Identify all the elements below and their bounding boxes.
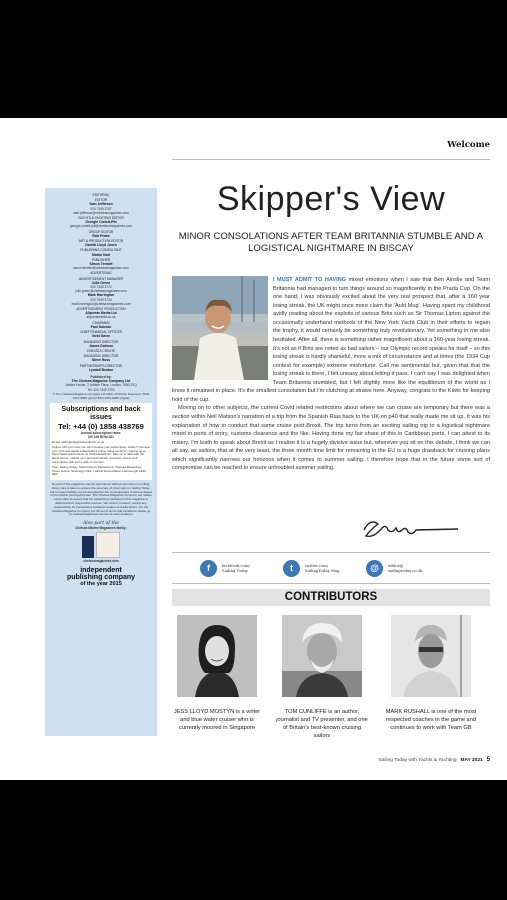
- award-line-3: of the year 2015: [80, 580, 122, 587]
- staff-entry: [50, 193, 152, 197]
- lead-in: I MUST ADMIT TO HAVING: [273, 277, 347, 283]
- staff-name: Georgie Corlett-Pitt: [85, 220, 117, 225]
- staff-role: PUBLISHER: [91, 257, 111, 262]
- social-email-line2: sailingtoday.co.uk: [388, 568, 423, 573]
- staff-name: Lyndall Beaton: [88, 367, 114, 372]
- staff-role: MANAGING DIRECTOR: [83, 339, 119, 344]
- subscriptions-box: [50, 403, 152, 480]
- staff-entry: [50, 239, 152, 247]
- publisher-address: Jubilee House, 2 Jubilee Place, London, SW3 3TQ: [65, 383, 137, 388]
- subscriptions-phone: Tel: +44 (0) 1858 438769: [58, 421, 144, 431]
- staff-entry: [50, 230, 152, 238]
- publisher-name: The Chelsea Magazine Company Ltd: [71, 379, 131, 384]
- article-body: [172, 276, 490, 473]
- social-facebook-line1: facebook.com/: [222, 563, 250, 568]
- staff-contact: simon.temlett@chelseamagazines.com: [73, 266, 129, 271]
- staff-name: Vicki Gavin: [91, 334, 111, 339]
- staff-contact: julie.green@chelseamagazines.com: [75, 289, 127, 294]
- contributor-name-1: JESS LLOYD MOSTYN: [173, 709, 235, 715]
- staff-contact: georgie.corlett-pitt@chelseamagazines.com: [69, 224, 133, 229]
- twitter-icon: t: [283, 560, 300, 577]
- page-title: Skipper's View: [216, 180, 446, 218]
- paragraph-1-text: mixed emotions when I saw that Ben Ainslie and Team Britannia had managed to turn things around so magnificently in the Prada Cup. On the one hand, I was obviously excited about the very real prospect that, after a 160 year losing streak, the UK might once more claim the 'Auld Mug'. Having spent my childhood avidly reading about the exploits of various Brits such as Sir Thomas Lipton against the occasionally underhand methods of the New York Yacht Club in their efforts to regain the trophy, it would certainly be something truly revolutionary. Yet something in me also hesitated. After all, there is something rather magnificent about a 160-year losing streak. It's not as if Brits are noted as bad sailors – our Olympic record speaks for itself – so this losing streak is hardly shameful, more a mix of circumstance and at times (the 1934 Cup contest for example) extreme misfortune. Call me sentimental but, given that that the losing streak is there, I felt uneasy about letting it pass. I can't say I was delighted when Team Britannia stumbled, but I felt slightly more like the equilibrium of the world as I know it remained in place. It's the smallest consolation but I'm clutching at straws here. Anyway, congrats to the Kiwis for keeping hold of the cup.: [172, 277, 490, 403]
- staff-role: ADVERTISEMENT MANAGER: [79, 276, 123, 281]
- paragraph-2: Moving on to other subjects, the current Covid related restrictions about where we can cruise are temporary but there was a section within Neil Matson's narration of a trip from the Spanish Rias back to the UK on p40 that really made me sit up. It was his explanation of how to conduct that same cruise post Brexit. The trip turns from an exciting sailing trip to a logistical nightmare mired in ports of entry, customs clearance and the like. Having done my fair share of this in Caribbean ports, I can attest to its misery. I'm loath to speak about Brexit as I realise it is a hugely divisive issue but, wherever you sit on this debate, I think we can all say, as sailors, that at the very least, the three month time limit for remaining in the EU is a huge drawback for cruising plans which significantly narrows our horizons when it comes to summer sailing. I therefore hope that in the future some sort of compromise can be reached to ensure unhoubled summer sailing.: [172, 405, 490, 472]
- staff-entry: [50, 307, 152, 320]
- contributor-portrait-3: [391, 615, 471, 697]
- contributors-bar: [172, 589, 490, 606]
- staff-role: YACHTS & YACHTING EDITOR: [78, 216, 124, 221]
- staff-role: EDITOR: [95, 198, 107, 203]
- staff-role: CHIEF FINANCIAL OFFICER: [80, 330, 122, 335]
- publisher-tel: Tel: 020 7349 3700: [87, 387, 115, 392]
- social-twitter[interactable]: [283, 558, 340, 578]
- subscriptions-title: Subscriptions and back issues: [61, 406, 141, 421]
- social-twitter-line1: twitter.com/: [305, 563, 329, 568]
- staff-entry: [50, 330, 152, 338]
- staff-contact: sam.jefferson@chelseamagazines.com: [73, 210, 129, 215]
- copyright-notice: © The Chelsea Magazine Company Ltd 2020. All Rights Reserved. ISSN 1367-5869 (print) ISSN 2059-9285 (digital): [52, 391, 150, 400]
- staff-name: Steve Ross: [91, 358, 111, 363]
- subscriptions-post: Post: Sailing Today, Subscriptions Department, Chelsea Magazines, Tower House, Sovereign Park, Lathkill Street Market Harborough LE16 9EF: [52, 464, 147, 477]
- social-email-line1: editor@: [388, 563, 404, 568]
- published-by-label: Published by:: [90, 374, 112, 379]
- also-part-label: Also part of the: [82, 521, 119, 527]
- social-bottom-divider: [172, 583, 490, 584]
- masthead-sidebar: [45, 188, 157, 736]
- staff-role: ART & PRODUCTION EDITOR: [78, 239, 124, 244]
- contributor-caption-2: [276, 708, 368, 740]
- staff-name: Julie Green: [91, 280, 111, 285]
- page-footer: [379, 757, 490, 763]
- staff-contact: 020 7349 3722: [90, 285, 112, 290]
- page-number: 5: [486, 757, 490, 763]
- social-email[interactable]: [366, 558, 422, 578]
- standfirst: MINOR CONSOLATIONS AFTER TEAM BRITANNIA STUMBLE AND A LOGISTICAL NIGHTMARE IN BISCAY: [178, 231, 484, 254]
- staff-entry: [50, 211, 152, 215]
- staff-name: Sam Jefferson: [89, 202, 113, 207]
- staff-entry: [50, 271, 152, 275]
- staff-role: EDITORIAL: [92, 193, 110, 197]
- staff-entry: [50, 302, 152, 306]
- classic-boat-cover-image: [96, 532, 120, 558]
- contributor-photo-1: [177, 615, 257, 697]
- disclaimer: No part of this magazine may be reproduced without permission in writing. Every care is taken to ensure the accuracy of information in Sailing Today, but no responsibility can be accepted for the consequences of actions based on the advice portrayed herein. The Chelsea Magazine Company Ltd makes every effort to ensure that the advertising contained in this magazine is delivered from responsible sources. We cannot, however, accept any responsibility for transactions between readers and advertisers. For the Chelsea Magazine Company Ltd full set of terms and conditions please go to chelseamagazines.com/terms-and-conditions: [50, 482, 152, 517]
- staff-role: PARTNERSHIPS DIRECTOR: [80, 363, 122, 368]
- family-site: chelseamagazines.com: [83, 559, 119, 564]
- staff-name: James Dobson: [88, 343, 114, 348]
- staff-role: PUBLISHING CONSULTANT: [80, 248, 122, 253]
- staff-entry: [50, 216, 152, 229]
- contributor-caption-1: [171, 708, 263, 732]
- photo-float-spacer: [172, 276, 273, 382]
- staff-contact: mark.harrington@chelseamagazines.com: [71, 301, 131, 306]
- staff-list: [50, 193, 152, 372]
- staff-contact: 020 7349 3787: [90, 206, 112, 211]
- contributor-photo-2: [282, 615, 362, 697]
- contributor-name-3: MARK RUSHALL: [385, 709, 430, 715]
- email-icon: @: [366, 560, 383, 577]
- social-facebook-line2: Sailing Today: [222, 568, 248, 573]
- magazine-family-logos: [71, 532, 131, 558]
- facebook-icon: f: [200, 560, 217, 577]
- staff-role: GROUP EDITOR: [88, 229, 114, 234]
- section-label: Welcome: [447, 140, 490, 150]
- editor-signature: [360, 516, 460, 540]
- subscriptions-email: Email: sailingtoday@subscription.co.uk: [52, 439, 105, 444]
- staff-entry: [50, 258, 152, 271]
- subscription-rates-label: Annual subscription rates:: [80, 430, 122, 435]
- award-logo: [50, 567, 152, 588]
- staff-role: ADVERTISING: [90, 271, 112, 276]
- staff-contact: 020 7349 3734: [90, 297, 112, 302]
- staff-name: Martin Nott: [92, 252, 110, 257]
- social-top-divider: [172, 552, 490, 553]
- subscription-rates: UK £49 ROW £81: [88, 434, 114, 439]
- staff-entry: [50, 248, 152, 256]
- staff-entry: [50, 349, 152, 353]
- contributor-bio-3: is one of the most respected coaches in the game and continues to work with Team GB: [385, 709, 477, 731]
- top-divider: [172, 159, 490, 160]
- family-label: Chelsea Marine Magazines family:: [75, 526, 127, 531]
- staff-entry: [50, 321, 152, 329]
- staff-entry: [50, 293, 152, 301]
- contributors-heading: CONTRIBUTORS: [284, 591, 378, 603]
- staff-entry: [50, 364, 152, 372]
- staff-name: Rob Peake: [92, 233, 110, 238]
- staff-name: Gareth Lloyd Jones: [85, 243, 117, 248]
- staff-name: Paul Dobson: [90, 324, 112, 329]
- award-line-1: independent: [80, 566, 122, 574]
- magazine-page: [0, 118, 507, 780]
- social-facebook[interactable]: [200, 558, 250, 578]
- staff-name: Simon Temlett: [89, 262, 113, 267]
- staff-role: CHAIRMAN: [92, 320, 110, 325]
- contributor-bio-1: is a writer and blue water cruiser who is currently moored in Singapore: [178, 709, 261, 731]
- staff-entry: [50, 340, 152, 348]
- staff-role: MANAGING DIRECTOR: [83, 354, 119, 359]
- contributor-portrait-1: [177, 615, 257, 697]
- contributor-bio-2: is an author, journalist and TV presenter, and one of Britain's best-known cruising sailors: [276, 709, 368, 739]
- award-line-2: publishing company: [66, 573, 136, 581]
- contributor-name-2: TOM CUNLIFFE: [284, 709, 327, 715]
- footer-issue-date: MAY 2021: [460, 758, 483, 763]
- contributor-photo-3: [391, 615, 471, 697]
- subscriptions-online: Online: Did you know you can manage your subscription online? Oversee your print and digital subscriptions online today simply by signing up at https://www.subscription.co.uk/chelsea/Solo/. Stay up to date with the latest issues, update your personal details, and even renew your subscription with just a click of a button.: [52, 444, 150, 464]
- footer-publication: Sailing Today with Yachts & Yachting: [378, 758, 457, 763]
- staff-role: ADVERTISEMENT PRODUCTION: [76, 307, 126, 312]
- staff-name: Allpoints Media Ltd: [85, 311, 117, 316]
- social-twitter-line2: SailingToday Mag: [305, 568, 340, 573]
- staff-entry: [50, 198, 152, 211]
- contributor-portrait-2: [282, 615, 362, 697]
- chelsea-marine-logo: [82, 536, 94, 558]
- staff-contact: allpointsmedia.co.uk: [86, 315, 116, 320]
- contributor-caption-3: [385, 708, 477, 732]
- staff-name: Mark Harrington: [87, 293, 115, 298]
- staff-entry: [50, 277, 152, 290]
- staff-entry: [50, 354, 152, 362]
- staff-role: CHELSEA CREATE: [86, 348, 116, 353]
